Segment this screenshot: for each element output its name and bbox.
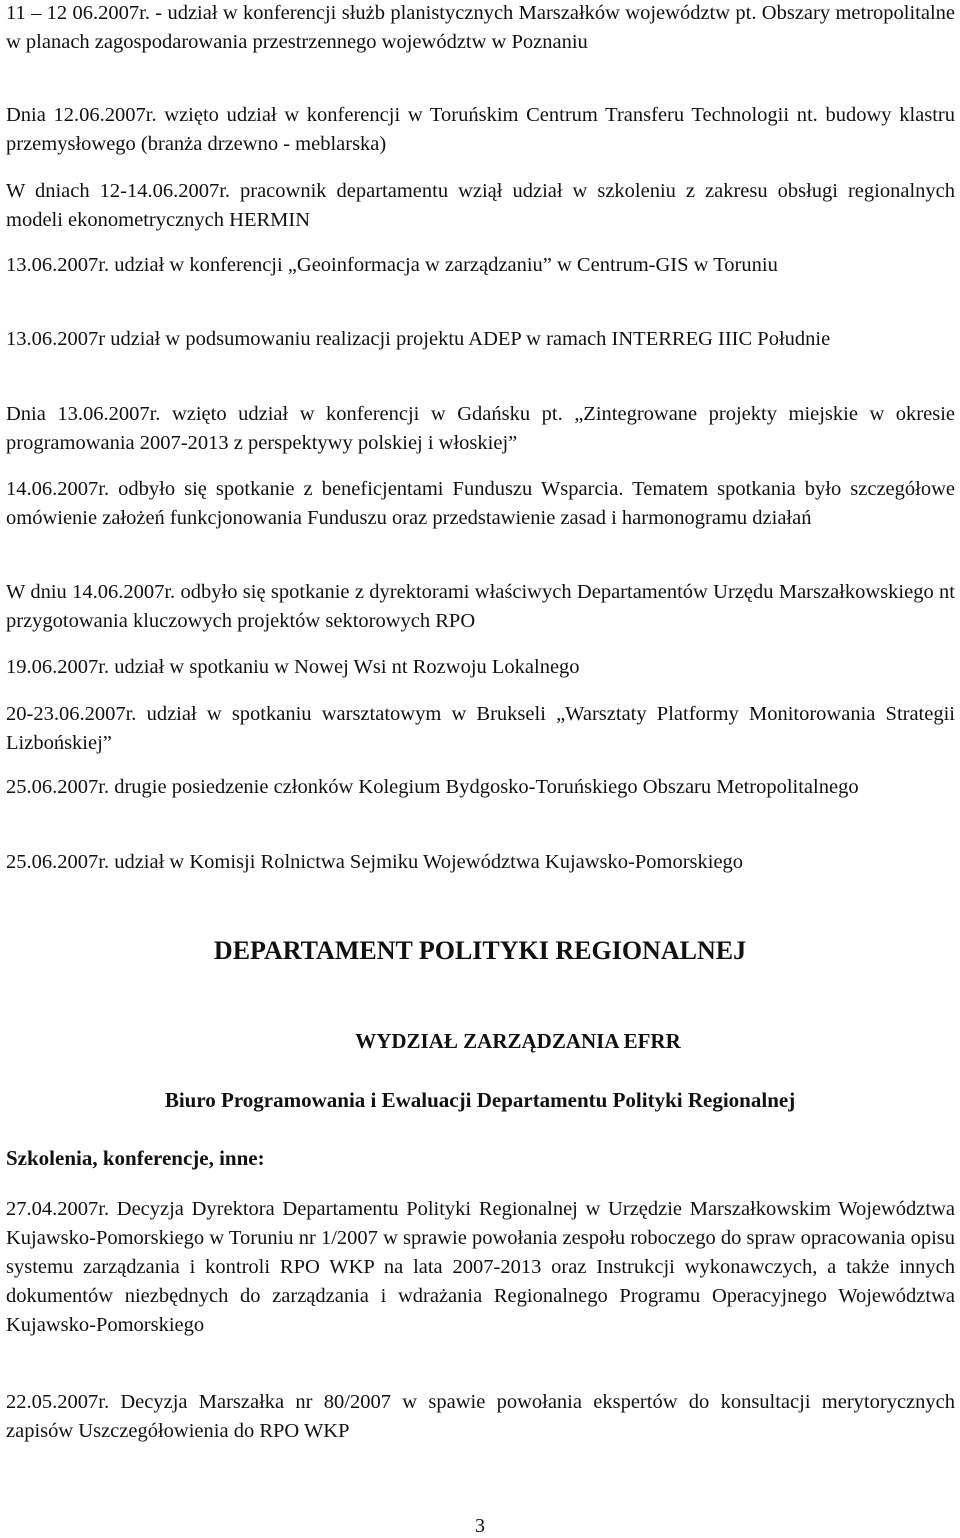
entry-paragraph: W dniach 12-14.06.2007r. pracownik departamentu wziął udział w szkoleniu z zakresu obsługi regionalnych modeli ekonometrycznych HERMIN [6,180,955,231]
entry-paragraph: 14.06.2007r. odbyło się spotkanie z beneficjentami Funduszu Wsparcia. Tematem spotkania było szczegółowe omówienie założeń funkcjonowania Funduszu oraz przedstawienie zasad i harmonogramu działań [6,478,955,529]
entry-paragraph: 22.05.2007r. Decyzja Marszałka nr 80/2007 w spawie powołania ekspertów do konsultacji merytorycznych zapisów Uszczegółowienia do RPO WKP [6,1391,955,1442]
department-heading: DEPARTAMENT POLITYKI REGIONALNEJ [213,936,747,965]
entry-paragraph: 27.04.2007r. Decyzja Dyrektora Departamentu Polityki Regionalnej w Urzędzie Marszałkowskim Województwa Kujawsko-Pomorskiego w Toruniu nr 1/2007 w sprawie powołania zespołu roboczego do spraw opracowania opisu systemu zarządzania i kontroli RPO WKP na lata 2007-2013 oraz Instrukcji wykonawczych, a także innych dokumentów niezbędnych do zarządzania i wdrażania Regionalnego Programu Operacyjnego Województwa Kujawsko-Pomorskiego [6,1198,955,1336]
entry-paragraph: 13.06.2007r udział w podsumowaniu realizacji projektu ADEP w ramach INTERREG IIIC Południe [6,328,831,350]
entry-paragraph: Dnia 13.06.2007r. wzięto udział w konferencji w Gdańsku pt. „Zintegrowane projekty miejskie w okresie programowania 2007-2013 z perspektywy polskiej i włoskiej” [6,403,955,454]
entry-paragraph: 25.06.2007r. drugie posiedzenie członków Kolegium Bydgosko-Toruńskiego Obszaru Metropolitalnego [6,776,859,798]
office-heading: Biuro Programowania i Ewaluacji Departamentu Polityki Regionalnej [164,1088,796,1112]
entry-paragraph: W dniu 14.06.2007r. odbyło się spotkanie z dyrektorami właściwych Departamentów Urzędu Marszałkowskiego nt przygotowania kluczowych projektów sektorowych RPO [6,581,955,632]
entry-paragraph: 20-23.06.2007r. udział w spotkaniu warsztatowym w Brukseli „Warsztaty Platformy Monitorowania Strategii Lizbońskiej” [6,703,955,754]
entry-paragraph: 19.06.2007r. udział w spotkaniu w Nowej Wsi nt Rozwoju Lokalnego [6,656,580,678]
entry-paragraph: 25.06.2007r. udział w Komisji Rolnictwa Sejmiku Województwa Kujawsko-Pomorskiego [6,851,744,873]
entry-paragraph: 13.06.2007r. udział w konferencji „Geoinformacja w zarządzaniu” w Centrum-GIS w Toruniu [6,254,778,276]
page-number: 3 [475,1515,485,1537]
entry-paragraph: Dnia 12.06.2007r. wzięto udział w konferencji w Toruńskim Centrum Transferu Technologii nt. budowy klastru przemysłowego (branża drzewno - meblarska) [6,104,955,155]
section-heading: Szkolenia, konferencje, inne: [6,1146,265,1170]
entry-paragraph: 11 – 12 06.2007r. - udział w konferencji służb planistycznych Marszałków województw pt. Obszary metropolitalne w planach zagospodarowania przestrzennego województw w Poznaniu [6,2,955,53]
division-heading: WYDZIAŁ ZARZĄDZANIA EFRR [355,1029,681,1053]
